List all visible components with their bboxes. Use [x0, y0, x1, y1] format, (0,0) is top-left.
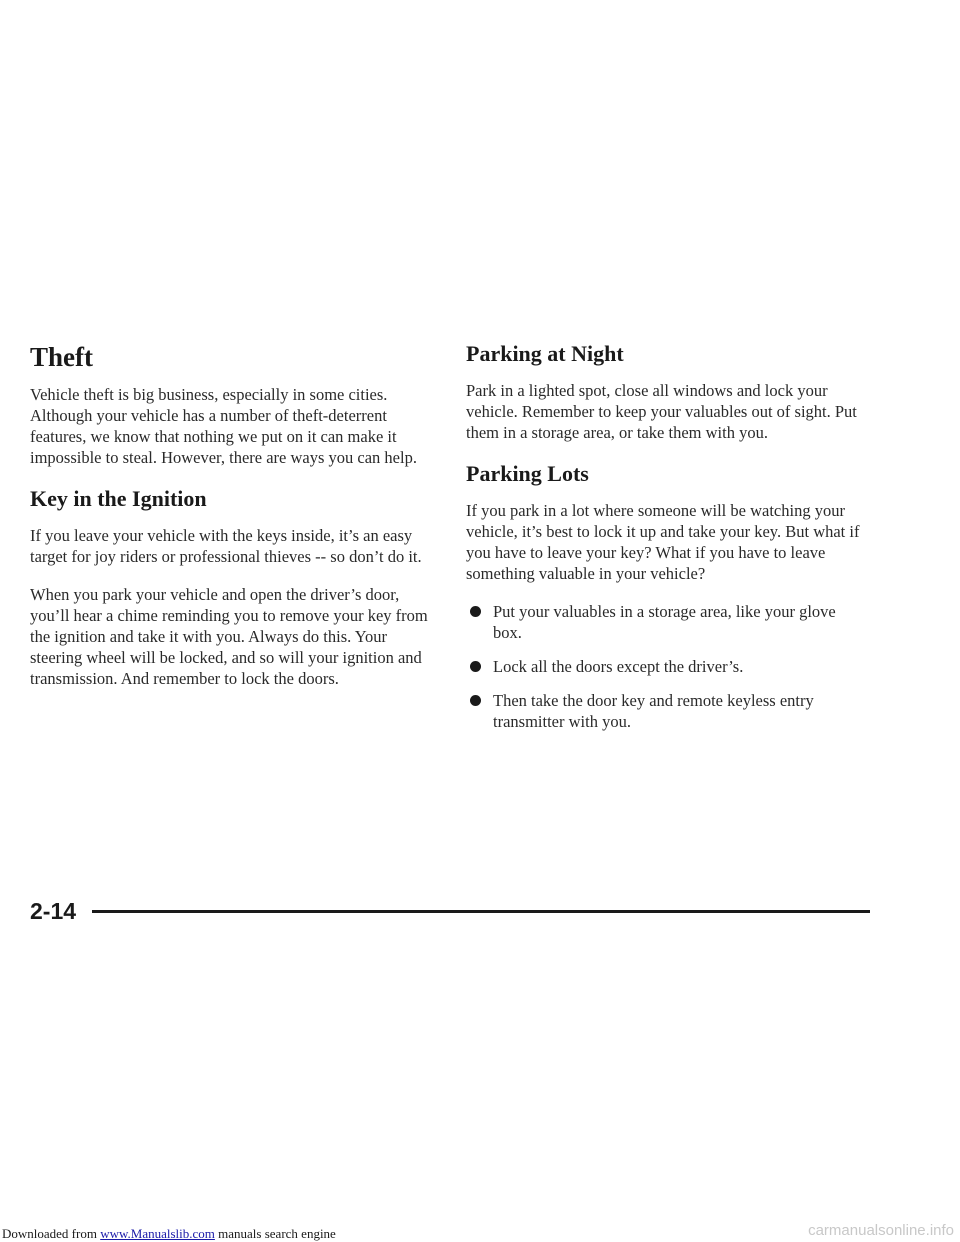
left-column	[30, 340, 442, 706]
watermark: carmanualsonline.info	[808, 1222, 954, 1239]
bullet-text: Lock all the doors except the driver’s.	[493, 657, 744, 676]
right-column	[466, 340, 862, 745]
section-parking-at-night	[466, 340, 862, 443]
parking-night-paragraph: Park in a lighted spot, close all windows and lock your vehicle. Remember to keep your valuables out of sight. Put them in a storage area, or take them with you.	[466, 381, 857, 442]
section-key-in-ignition	[30, 485, 442, 689]
manualslib-link[interactable]: www.Manualslib.com	[100, 1226, 215, 1241]
list-item	[466, 601, 862, 643]
bullet-text: Then take the door key and remote keyless entry transmitter with you.	[493, 691, 814, 731]
bullet-icon	[470, 661, 481, 672]
page-number: 2-14	[30, 898, 77, 924]
parking-lots-bullet-list	[466, 601, 862, 732]
theft-paragraph: Vehicle theft is big business, especially in some cities. Although your vehicle has a number of theft-deterrent features, we know that nothing we put on it can make it impossible to steal. However, there are ways you can help.	[30, 385, 417, 467]
source-prefix: Downloaded from	[2, 1226, 101, 1241]
section-parking-lots	[466, 460, 862, 732]
page-footer	[30, 896, 870, 926]
key-paragraph-2: When you park your vehicle and open the driver’s door, you’ll hear a chime reminding you to remove your key from the ignition and take it with you. Always do this. Your steering wheel will be locked, and so will your ignition and transmission. And remember to lock the doors.	[30, 585, 428, 688]
heading-parking-lots: Parking Lots	[466, 461, 589, 486]
key-paragraph-1: If you leave your vehicle with the keys inside, it’s an easy target for joy riders or professional thieves -- so don’t do it.	[30, 526, 422, 566]
parking-lots-paragraph: If you park in a lot where someone will be watching your vehicle, it’s best to lock it up and take your key. But what if you have to leave your key? What if you have to leave something valuable in your vehicle?	[466, 501, 860, 583]
footer-rule	[92, 910, 870, 913]
list-item	[466, 656, 862, 677]
section-theft	[30, 340, 442, 468]
bullet-icon	[470, 695, 481, 706]
source-line	[2, 1226, 336, 1241]
bullet-text: Put your valuables in a storage area, like your glove box.	[493, 602, 836, 642]
heading-theft: Theft	[30, 342, 93, 372]
heading-parking-at-night: Parking at Night	[466, 341, 624, 366]
list-item	[466, 690, 862, 732]
heading-key-in-ignition: Key in the Ignition	[30, 486, 207, 511]
bullet-icon	[470, 606, 481, 617]
source-suffix: manuals search engine	[214, 1226, 336, 1241]
